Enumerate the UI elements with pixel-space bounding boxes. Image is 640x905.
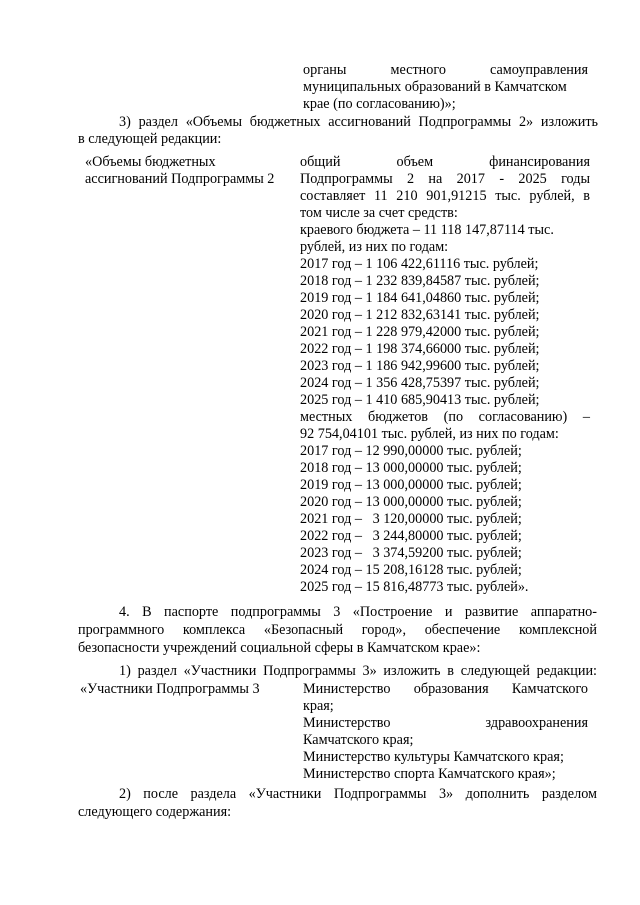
budget-line: краевого бюджета – 11 118 147,87114 тыс. <box>300 222 554 238</box>
item2-line-1: 2) после раздела «Участники Подпрограммы 3» дополнить разделом <box>119 786 597 802</box>
budget-year-line: 2017 год – 12 990,00000 тыс. рублей; <box>300 443 522 459</box>
budget-year-line: 2021 год – 3 120,00000 тыс. рублей; <box>300 511 522 527</box>
budget-year-line: 2020 год – 1 212 832,63141 тыс. рублей; <box>300 307 540 323</box>
budget-line: 92 754,04101 тыс. рублей, из них по годам: <box>300 426 559 442</box>
budget-line: Подпрограммы 2 на 2017 - 2025 годы <box>300 171 590 187</box>
budget-year-line: 2024 год – 1 356 428,75397 тыс. рублей; <box>300 375 540 391</box>
budget-label-line-2: ассигнований Подпрограммы 2 <box>85 171 275 187</box>
participant-line: Министерство образования Камчатского <box>303 681 588 697</box>
budget-year-line: 2018 год – 1 232 839,84587 тыс. рублей; <box>300 273 540 289</box>
participant-line: края; <box>303 698 334 714</box>
budget-year-line: 2020 год – 13 000,00000 тыс. рублей; <box>300 494 522 510</box>
intro-line-3: крае (по согласованию)»; <box>303 96 456 112</box>
budget-year-line: 2017 год – 1 106 422,61116 тыс. рублей; <box>300 256 539 272</box>
budget-year-line: 2022 год – 3 244,80000 тыс. рублей; <box>300 528 522 544</box>
budget-year-line: 2025 год – 15 816,48773 тыс. рублей». <box>300 579 529 595</box>
section4-line-1: 4. В паспорте подпрограммы 3 «Построение и развитие аппаратно- <box>119 604 597 620</box>
item2-line-2: следующего содержания: <box>78 804 232 820</box>
budget-year-line: 2024 год – 15 208,16128 тыс. рублей; <box>300 562 522 578</box>
section4-line-3: безопасности учреждений социальной сферы в Камчатском крае»: <box>78 640 481 656</box>
item1-text: 1) раздел «Участники Подпрограммы 3» изложить в следующей редакции: <box>119 663 597 679</box>
participants-label: «Участники Подпрограммы 3 <box>80 681 260 697</box>
budget-year-line: 2019 год – 13 000,00000 тыс. рублей; <box>300 477 522 493</box>
item3-text-cont: в следующей редакции: <box>78 131 222 147</box>
budget-year-line: 2023 год – 1 186 942,99600 тыс. рублей; <box>300 358 540 374</box>
participant-line: Министерство культуры Камчатского края; <box>303 749 564 765</box>
budget-year-line: 2022 год – 1 198 374,66000 тыс. рублей; <box>300 341 540 357</box>
budget-line: рублей, из них по годам: <box>300 239 449 255</box>
participant-line: Камчатского края; <box>303 732 414 748</box>
budget-year-line: 2023 год – 3 374,59200 тыс. рублей; <box>300 545 522 561</box>
budget-year-line: 2018 год – 13 000,00000 тыс. рублей; <box>300 460 522 476</box>
budget-year-line: 2021 год – 1 228 979,42000 тыс. рублей; <box>300 324 540 340</box>
budget-label-line-1: «Объемы бюджетных <box>85 154 216 170</box>
budget-line: местных бюджетов (по согласованию) – <box>300 409 590 425</box>
budget-year-line: 2025 год – 1 410 685,90413 тыс. рублей; <box>300 392 540 408</box>
item3-text: 3) раздел «Объемы бюджетных ассигнований Подпрограммы 2» изложить <box>119 114 598 130</box>
participant-line: Министерство здравоохранения <box>303 715 588 731</box>
budget-line: том числе за счет средств: <box>300 205 458 221</box>
participant-line: Министерство спорта Камчатского края»; <box>303 766 556 782</box>
section4-line-2: программного комплекса «Безопасный город», обеспечение комплексной <box>78 622 597 638</box>
budget-line: общий объем финансирования <box>300 154 590 170</box>
budget-year-line: 2019 год – 1 184 641,04860 тыс. рублей; <box>300 290 540 306</box>
intro-line-1: органы местного самоуправления <box>303 62 588 78</box>
intro-line-2: муниципальных образований в Камчатском <box>303 79 567 95</box>
budget-line: составляет 11 210 901,91215 тыс. рублей, в <box>300 188 590 204</box>
